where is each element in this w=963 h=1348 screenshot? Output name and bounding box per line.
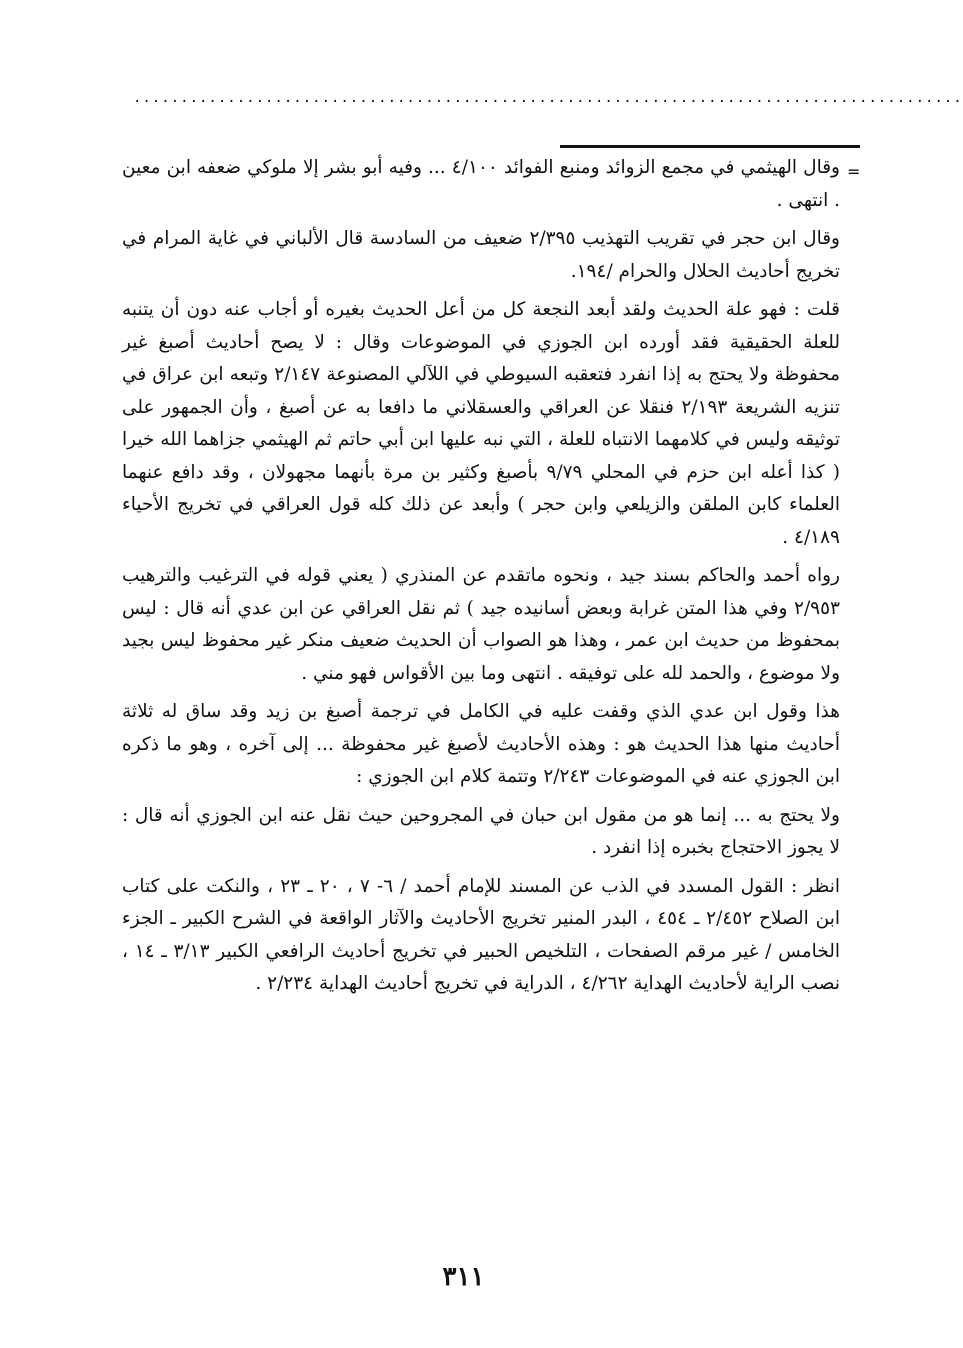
continuation-marker: =: [847, 162, 861, 181]
paragraph-ibn-adi: هذا وقول ابن عدي الذي وقفت عليه في الكامل في ترجمة أصبغ بن زيد وقد ساق له ثلاثة أحاديث منها هذا الحديث هو : وهذه الأحاديث لأصبغ غير محفوظة ... إلى آخره ، وهو ما ذكره ابن الجوزي عنه في الموضوعات ٢/٢٤٣ وتتمة كلام ابن الجوزي :: [122, 701, 840, 787]
paragraph-haythami: وقال الهيثمي في مجمع الزوائد ومنبع الفوائد ٤/١٠٠ ... وفيه أبو بشر إلا ملوكي ضعفه ابن معين . انتهى .: [122, 157, 840, 211]
paragraph-sources: انظر : القول المسدد في الذب عن المسند للإمام أحمد / ٦- ٧ ، ٢٠ ـ ٢٣ ، والنكت على كتاب ابن الصلاح ٢/٤٥٢ ـ ٤٥٤ ، البدر المنير تخريج الأحاديث والآثار الواقعة في الشرح الكبير ـ الجزء الخامس / غير مرقم الصفحات ، التلخيص الحبير في تخريج أحاديث الرافعي الكبير ٣/١٣ ـ ١٤ ، نصب الراية لأحاديث الهداية ٤/٢٦٢ ، الدراية في تخريج أحاديث الهداية ٢/٢٣٤ .: [122, 875, 840, 994]
paragraph-ibn-hibban: ولا يحتج به ... إنما هو من مقول ابن حبان في المجروحين حيث نقل عنه ابن الجوزي أنه قال : لا يجوز الاحتجاج بخبره إذا انفرد .: [122, 804, 840, 858]
footnote-text: [122, 152, 840, 1007]
separator-dots: ........................................................................................: [133, 90, 963, 106]
footnote-rule: [560, 145, 860, 148]
paragraph-ahmad-hakim: رواه أحمد والحاكم بسند جيد ، ونحوه ماتقدم عن المنذري ( يعني قوله في الترغيب والترهيب ٢/٩٥٣ وفي هذا المتن غرابة وبعض أسانيده جيد ) ثم نقل العراقي عن ابن عدي أنه قال : ليس بمحفوظ من حديث ابن عمر ، وهذا هو الصواب أن الحديث ضعيف منكر غير محفوظ ليس بجيد ولا موضوع ، والحمد لله على توفيقه . انتهى وما بين الأقواس فهو مني .: [122, 565, 840, 684]
paragraph-ibn-hajar: وقال ابن حجر في تقريب التهذيب ٢/٣٩٥ ضعيف من السادسة قال الألباني في غاية المرام في تخريج أحاديث الحلال والحرام /١٩٤.: [122, 228, 840, 282]
paragraph-qultu: قلت : فهو علة الحديث ولقد أبعد النجعة كل من أعل الحديث بغيره أو أجاب عنه دون أن يتنبه للعلة الحقيقية فقد أورده ابن الجوزي في الموضوعات وقال : لا يصح أحاديث أصبغ غير محفوظة ولا يحتج به إذا انفرد فتعقبه السيوطي في اللآلي المصنوعة ٢/١٤٧ وتبعه ابن عراق في تنزيه الشريعة ٢/١٩٣ فنقلا عن العراقي والعسقلاني ما دافعا به عن أصبغ ، وأن الجمهور على توثيقه وليس في كلامهما الانتباه للعلة ، التي نبه عليها ابن أبي حاتم ثم الهيثمي جزاهما الله خيرا ( كذا أعله ابن حزم في المحلي ٩/٧٩ بأصبغ وكثير بن مرة بأنهما مجهولان ، وقد دافع عنهما العلماء كابن الملقن والزيلعي وابن حجر ) وأبعد عن ذلك كله قول العراقي في تخريج الأحياء ٤/١٨٩ .: [122, 299, 841, 548]
page-number: ٣١١: [442, 1262, 485, 1292]
